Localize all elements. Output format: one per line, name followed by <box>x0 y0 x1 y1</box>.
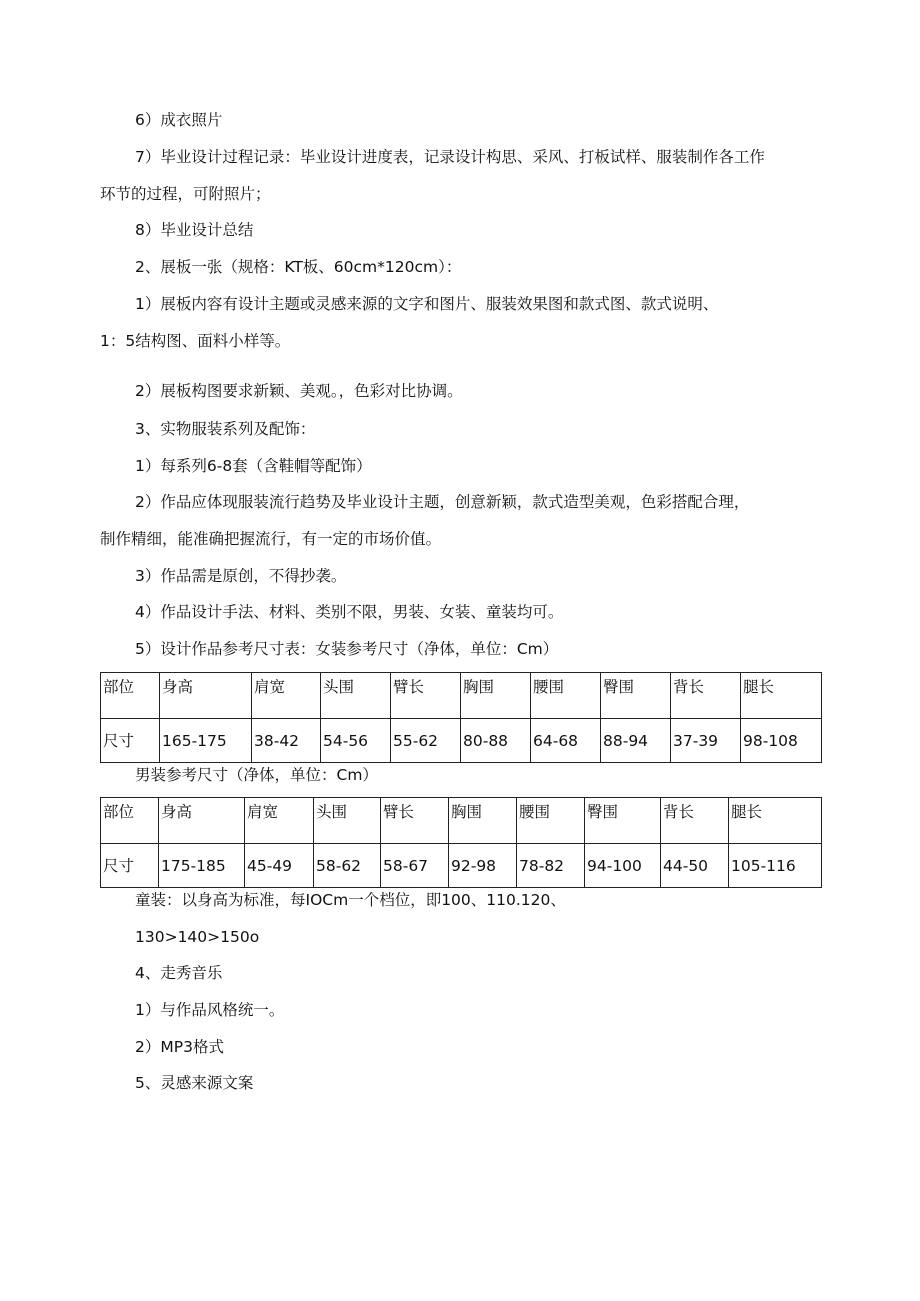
table-cell: 尺寸 <box>101 719 160 763</box>
women-header-row <box>101 673 822 719</box>
table-cell: 94-100 <box>585 844 661 888</box>
table-cell: 54-56 <box>321 719 391 763</box>
table-cell: 58-62 <box>314 844 381 888</box>
table-cell: 64-68 <box>531 719 601 763</box>
table-cell: 92-98 <box>449 844 517 888</box>
table-cell: 165-175 <box>160 719 252 763</box>
garment-item-4: 4）作品设计手法、材料、类别不限，男装、女装、童装均可。 <box>135 603 564 621</box>
table-cell: 腰围 <box>531 673 601 719</box>
women-values-row <box>101 719 822 763</box>
table-cell: 腿长 <box>741 673 822 719</box>
table-cell: 80-88 <box>461 719 531 763</box>
children-sizing-note-continued: 130>140>150o <box>135 928 260 946</box>
women-size-table <box>100 672 822 763</box>
garment-item-2: 2）作品应体现服装流行趋势及毕业设计主题，创意新颖，款式造型美观，色彩搭配合理， <box>135 493 750 511</box>
table-cell: 58-67 <box>381 844 449 888</box>
table-cell: 头围 <box>314 798 381 844</box>
table-cell: 45-49 <box>245 844 314 888</box>
men-size-table <box>100 797 822 888</box>
table-cell: 44-50 <box>661 844 729 888</box>
garment-item-2-continued: 制作精细，能准确把握流行，有一定的市场价值。 <box>100 530 442 548</box>
table-cell: 臂长 <box>381 798 449 844</box>
table-cell: 38-42 <box>252 719 321 763</box>
table-cell: 臀围 <box>585 798 661 844</box>
music-item-2: 2）MP3格式 <box>135 1038 224 1056</box>
table-cell: 头围 <box>321 673 391 719</box>
item-7-process-record: 7）毕业设计过程记录：毕业设计进度表，记录设计构思、采风、打板试样、服装制作各工作 <box>135 148 765 166</box>
table-cell: 98-108 <box>741 719 822 763</box>
men-values-row <box>101 844 822 888</box>
garment-item-3: 3）作品需是原创，不得抄袭。 <box>135 567 347 585</box>
table-cell: 肩宽 <box>252 673 321 719</box>
board-item-2: 2）展板构图要求新颖、美观。，色彩对比协调。 <box>135 382 463 400</box>
item-7-continued: 环节的过程，可附照片； <box>100 185 271 203</box>
table-cell: 105-116 <box>729 844 822 888</box>
table-cell: 背长 <box>661 798 729 844</box>
section-2-display-board: 2、展板一张（规格：KT板、60cm*120cm）： <box>135 258 462 276</box>
table-cell: 身高 <box>159 798 245 844</box>
music-item-1: 1）与作品风格统一。 <box>135 1001 285 1019</box>
garment-item-5-size-table-caption: 5）设计作品参考尺寸表：女装参考尺寸（净体，单位：Cm） <box>135 640 559 658</box>
section-5-inspiration-copy: 5、灵感来源文案 <box>135 1074 254 1092</box>
children-sizing-note: 童装：以身高为标准，每IOCm一个档位，即100、110.120、 <box>135 891 566 909</box>
section-3-garments: 3、实物服装系列及配饰： <box>135 420 316 438</box>
table-cell: 腰围 <box>517 798 585 844</box>
section-4-runway-music: 4、走秀音乐 <box>135 964 223 982</box>
table-cell: 身高 <box>160 673 252 719</box>
table-cell: 胸围 <box>461 673 531 719</box>
board-item-1-continued: 1：5结构图、面料小样等。 <box>100 332 291 350</box>
table-cell: 腿长 <box>729 798 822 844</box>
item-8-summary: 8）毕业设计总结 <box>135 221 254 239</box>
table-cell: 78-82 <box>517 844 585 888</box>
table-cell: 肩宽 <box>245 798 314 844</box>
table-cell: 部位 <box>101 798 159 844</box>
board-item-1: 1）展板内容有设计主题或灵感来源的文字和图片、服装效果图和款式图、款式说明、 <box>135 295 719 313</box>
table-cell: 88-94 <box>601 719 671 763</box>
table-cell: 臀围 <box>601 673 671 719</box>
table-cell: 背长 <box>671 673 741 719</box>
garment-item-1: 1）每系列6-8套（含鞋帽等配饰） <box>135 457 372 475</box>
table-cell: 175-185 <box>159 844 245 888</box>
table-cell: 部位 <box>101 673 160 719</box>
table-cell: 37-39 <box>671 719 741 763</box>
table-cell: 胸围 <box>449 798 517 844</box>
men-header-row <box>101 798 822 844</box>
men-size-table-caption: 男装参考尺寸（净体，单位：Cm） <box>135 766 378 784</box>
table-cell: 55-62 <box>391 719 461 763</box>
table-cell: 尺寸 <box>101 844 159 888</box>
item-6-photos: 6）成衣照片 <box>135 111 223 129</box>
table-cell: 臂长 <box>391 673 461 719</box>
